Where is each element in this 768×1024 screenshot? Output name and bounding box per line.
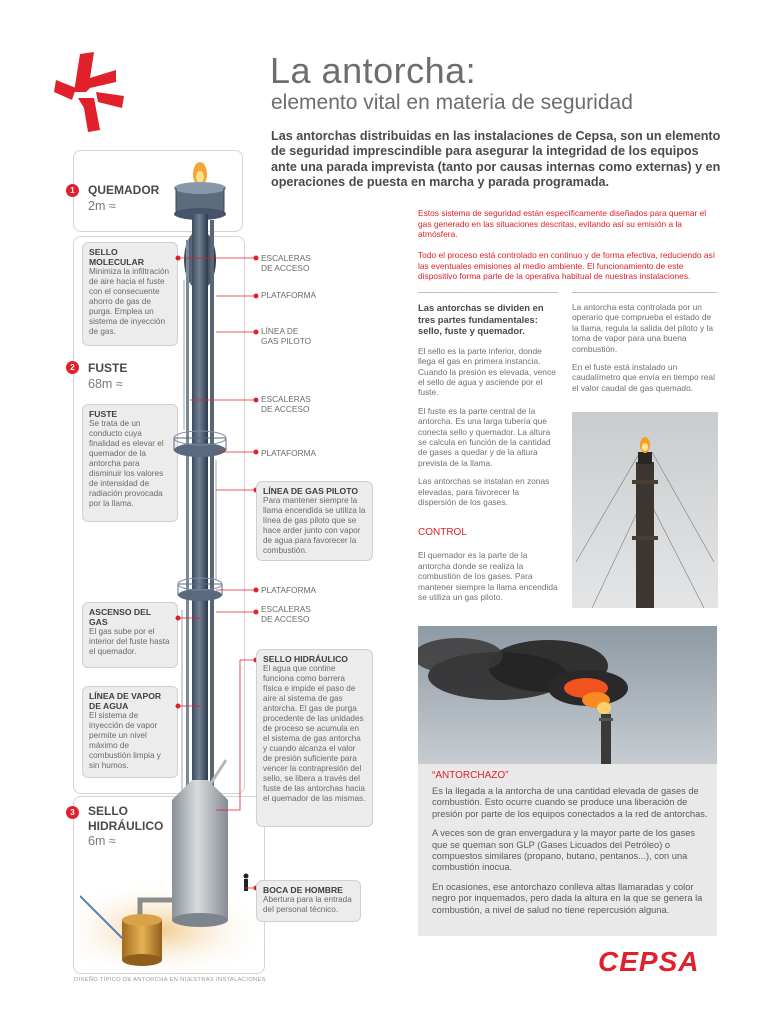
sello-hidraulico-body: El agua que contine funciona como barrera física e impide el paso de aire al sistema de gas antorcha. El gas de purga procedente de las unidades de proceso se acumula en el sistema de gas antorcha y cuando alcanza el valor de presión suficiente para vencer la contrapresión del sello, se libera a través del fuste de las antorchas hacia el quemador de las mismas. xyxy=(263,664,366,803)
section-2-name: FUSTE xyxy=(88,361,128,375)
label-escaleras-3: ESCALERAS DE ACCESO xyxy=(261,604,311,624)
cepsa-logo-icon xyxy=(50,48,128,134)
ascenso-gas-body: El gas sube por el interior del fuste hasta el quemador. xyxy=(89,627,170,656)
vapor-agua-title: LÍNEA DE VAPOR DE AGUA xyxy=(89,691,162,711)
red-note-2: Todo el proceso está controlado en continuo y de forma efectiva, reduciendo así las eventuales emisiones al medio ambiente. El funcionamiento de este dispositivo forma parte de la operativa habitual de nuestras instalaciones. xyxy=(418,250,716,281)
boca-hombre-body: Abertura para la entrada del personal técnico. xyxy=(263,895,352,914)
label-plataforma-3: PLATAFORMA xyxy=(261,585,317,595)
gas-piloto-body: Para mantener siempre la llama encendida se utiliza la línea de gas piloto que se hace arder junto con vapor de agua para favorecer la combustión. xyxy=(263,496,366,555)
diagram-caption: DISEÑO TÍPICO DE ANTORCHA EN NUESTRAS INSTALACIONES xyxy=(74,977,266,983)
sello-molecular-body: Minimiza la infiltración de aire hacia el fuste con el consecuente ahorro de gas de purga. Emplea un sistema de inyección de gas. xyxy=(89,267,170,336)
fuste-paragraph: El fuste es la parte central de la antorcha. Es una larga tubería que conecta sello y quemador. La altura se calcula en función de la cantidad de gases a quedar y de la altura prevista de la llama. xyxy=(418,405,551,468)
antorchazo-paragraph-2: A veces son de gran envergadura y la mayor parte de los gases que se queman son GLP (Gases Licuados del Petróleo) o compuestos similares (propano, butano, pentanos...), con una combustión inocua. xyxy=(432,828,696,873)
antorchazo-text xyxy=(432,786,708,924)
boca-hombre-box xyxy=(256,880,361,922)
section-2-badge: 2 xyxy=(66,361,79,374)
fuste-box-body: Se trata de un conducto cuya finalidad es elevar el quemador de la antorcha para disminuir los valores de intensidad de radiación provocada por la llama. xyxy=(89,419,164,508)
flare-tower-photo xyxy=(572,412,718,608)
red-note-1: Estos sistema de seguridad están específicamente diseñados para quemar el gas generado en las situaciones descritas, evitando así su emisión a la atmósfera. xyxy=(418,208,707,239)
antorchazo-paragraph-3: En ocasiones, ese antorchazo conlleva altas llamaradas y color negro por inquemados, pero dada la altura en la que se genera la combustión, a nivel de salud no tiene repercusión alguna. xyxy=(432,881,703,915)
antorchazo-heading: “ANTORCHAZO” xyxy=(432,770,509,781)
right-text-column xyxy=(572,302,718,401)
sello-paragraph: El sello es la parte inferior, donde llega el gas en primera instancia. Cuando la presión es elevada, vence el sello de agua y asciende por el fuste. xyxy=(418,345,556,398)
label-linea-gas-piloto: LÍNEA DE GAS PILOTO xyxy=(261,326,312,346)
antorchazo-paragraph-1: Es la llegada a la antorcha de una cantidad elevada de gases de combustión. Esto ocurre cuando se produce una liberación de presión por parte de los equipos conectados a la red de antorchas. xyxy=(432,786,708,819)
page-title: La antorcha: xyxy=(270,50,477,91)
label-escaleras-2: ESCALERAS DE ACCESO xyxy=(261,394,311,414)
page-subtitle: elemento vital en materia de seguridad xyxy=(271,91,633,114)
label-plataforma-2: PLATAFORMA xyxy=(261,448,317,458)
section-1-name: QUEMADOR xyxy=(88,183,160,197)
label-plataforma-1: PLATAFORMA xyxy=(261,290,317,300)
section-1-size: 2m ≈ xyxy=(88,199,116,213)
label-escaleras-1: ESCALERAS DE ACCESO xyxy=(261,253,311,273)
section-3-badge: 3 xyxy=(66,806,79,819)
control-paragraph: El quemador es la parte de la antorcha donde se realiza la combustión de los gases. Para mantener siempre la llama encendida se utiliza un gas piloto. xyxy=(418,550,558,603)
section-3-name: SELLO HIDRÁULICO xyxy=(88,804,164,833)
sello-hidraulico-box xyxy=(256,649,373,827)
boca-hombre-title: BOCA DE HOMBRE xyxy=(263,885,343,895)
divider-right xyxy=(572,292,717,293)
caudalimetro-paragraph: En el fuste está instalado un caudalímetro que envía en tiempo real el valor caudal de gas quemado. xyxy=(572,362,715,393)
control-heading: CONTROL xyxy=(418,527,467,539)
gas-piloto-title: LÍNEA DE GAS PILOTO xyxy=(263,486,359,496)
cepsa-wordmark: CEPSA xyxy=(598,946,700,977)
divider-left xyxy=(418,292,558,293)
sello-hidraulico-title: SELLO HIDRÁULICO xyxy=(263,654,348,664)
section-2-size: 68m ≈ xyxy=(88,377,123,391)
gas-piloto-box xyxy=(256,481,373,561)
sello-molecular-title: SELLO MOLECULAR xyxy=(89,247,144,267)
intro-paragraph: Las antorchas distribuidas en las instalaciones de Cepsa, son un elemento de seguridad imprescindible para asegurar la integridad de los equipos ante una parada imprevista (tanto por causas internas como externas) y en operaciones de puesta en marcha y parada programada. xyxy=(271,129,721,189)
column-lead: Las antorchas se dividen en tres partes fundamentales: sello, fuste y quemador. xyxy=(418,302,544,337)
section-3-size: 6m ≈ xyxy=(88,834,116,848)
zonas-paragraph: Las antorchas se instalan en zonas elevadas, para favorecer la dispersión de los gases. xyxy=(418,476,550,508)
fuste-box-title: FUSTE xyxy=(89,409,118,419)
flare-tower-diagram xyxy=(80,160,280,990)
ascenso-gas-title: ASCENSO DEL GAS xyxy=(89,607,151,627)
operario-paragraph: La antorcha esta controlada por un operario que comprueba el estado de la llama, regula la salida del piloto y la toma de vapor para una buena combustión. xyxy=(572,302,714,354)
antorchazo-photo xyxy=(418,626,717,764)
section-1-badge: 1 xyxy=(66,184,79,197)
left-text-column xyxy=(418,302,558,603)
vapor-agua-body: El sistema de inyección de vapor permite un nivel máximo de combustión limpia y sin humos. xyxy=(89,711,161,770)
